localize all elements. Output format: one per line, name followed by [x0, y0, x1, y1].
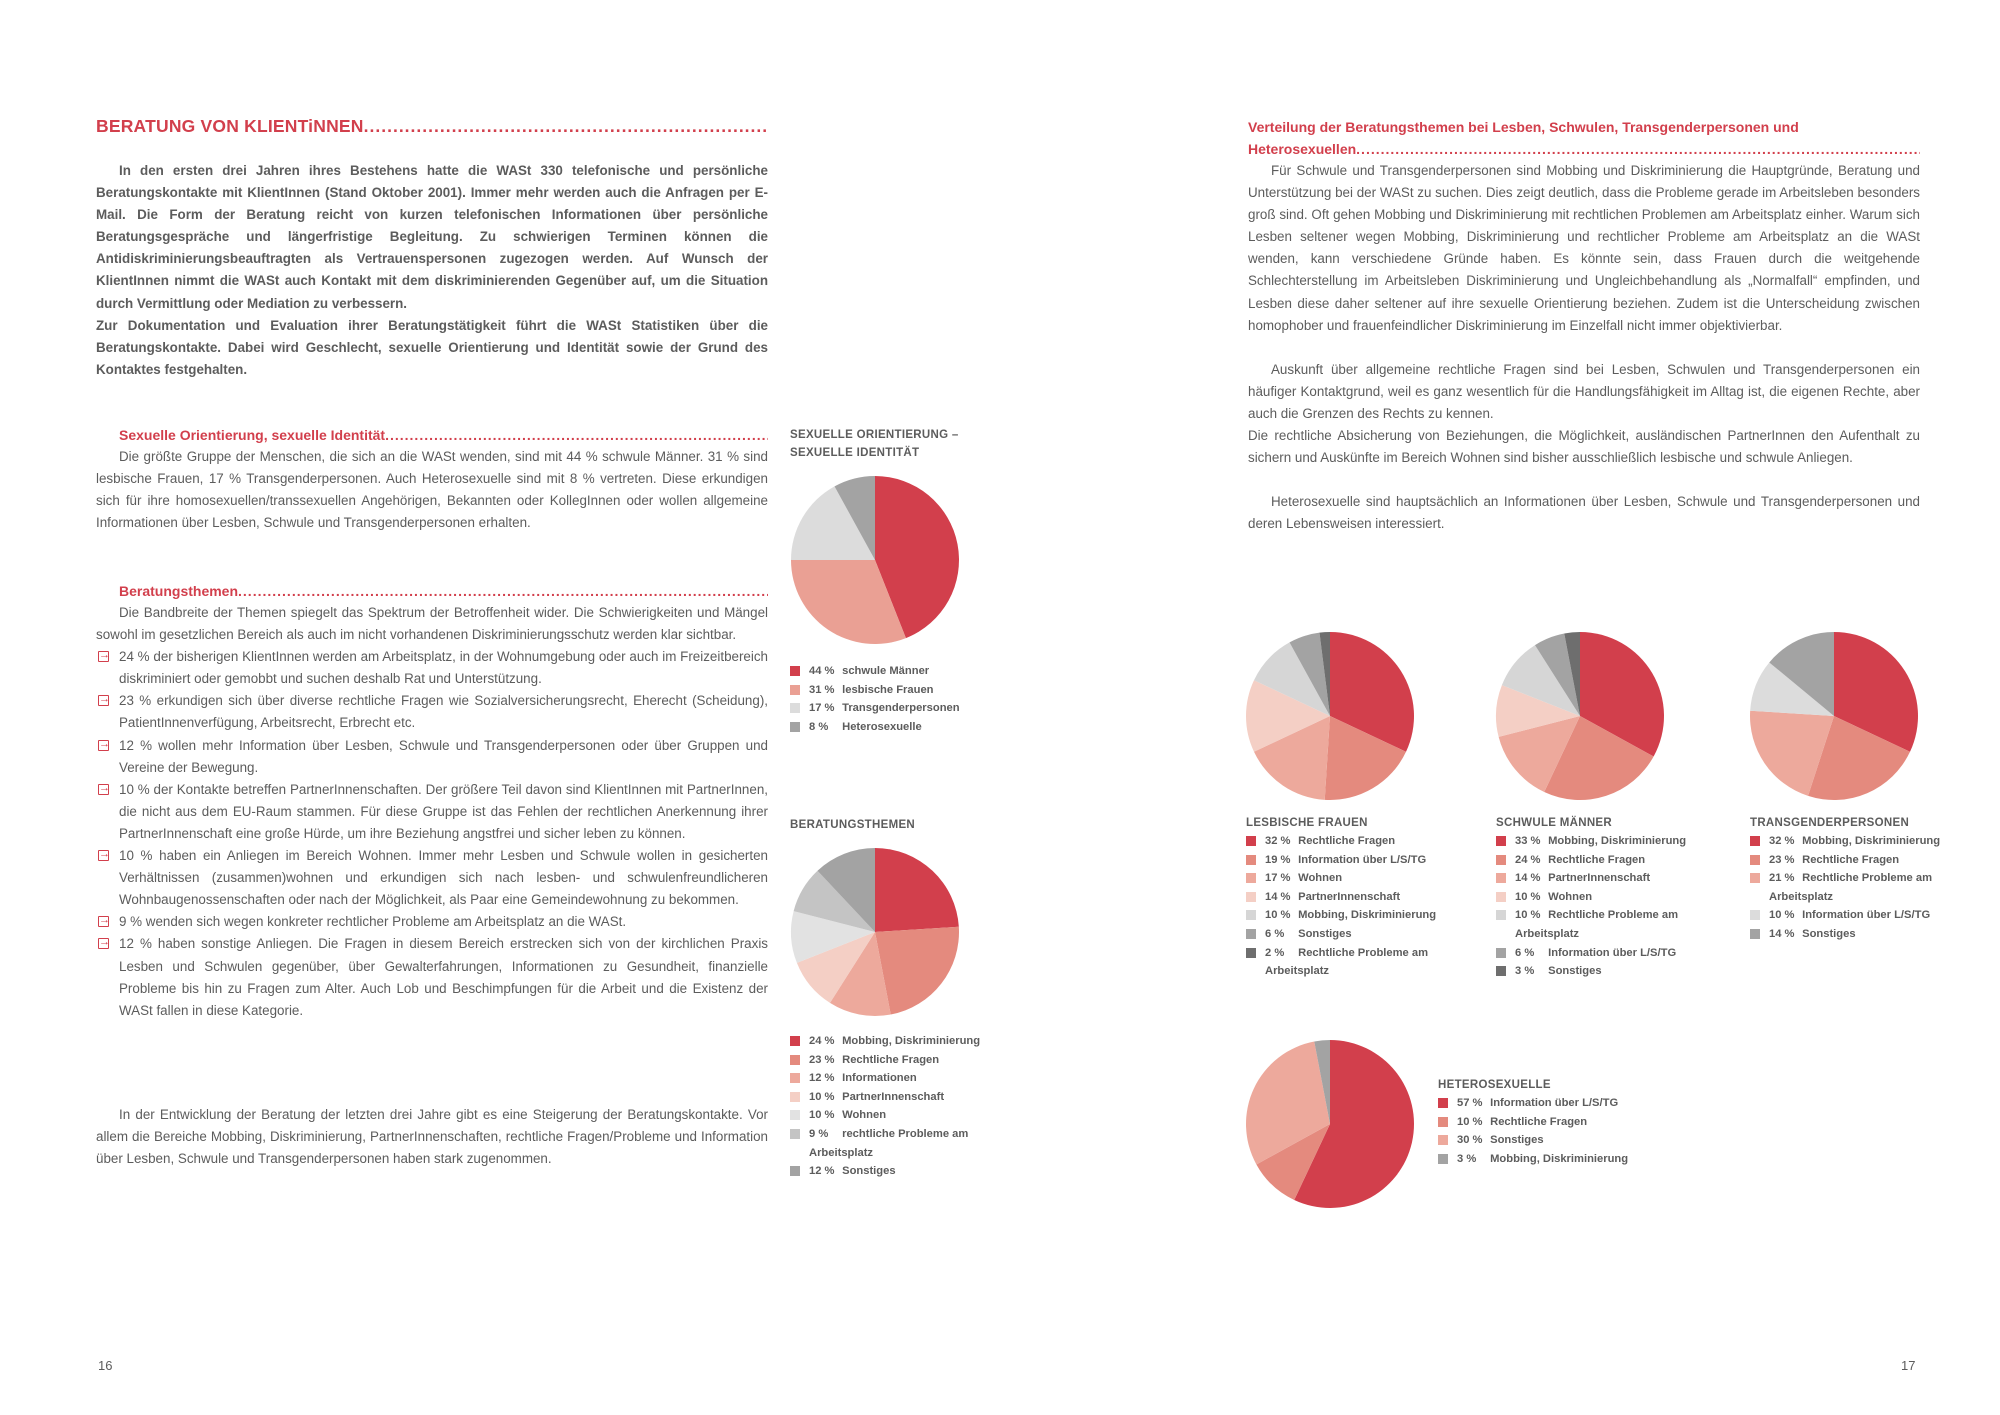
- intro-paragraph-2: Zur Dokumentation und Evaluation ihrer Beratungstätigkeit führt die WASt Statistiken über die Beratungskontakte. Dabei wird Geschlecht, sexuelle Orientierung und Identität sowie der Grund des Kontaktes festgehalten.: [96, 317, 768, 377]
- chart-title-line: SEXUELLE IDENTITÄT: [790, 447, 920, 459]
- legend-percent: 23 %: [809, 1053, 835, 1066]
- legend-label: Mobbing, Diskriminierung: [1298, 909, 1437, 922]
- legend-label: Rechtliche Fragen: [1298, 835, 1396, 847]
- legend-percent: 21 %: [1769, 872, 1795, 885]
- section-themen-text: Die Bandbreite der Themen spiegelt das Spektrum der Betroffenheit wider. Die Schwierigkeiten und Mängel sowohl im gesetzlichen Bereich als auch im nicht vorhandenen Diskriminierungsschutz werden klar sichtbar.: [96, 605, 768, 643]
- legend-label: Rechtliche Fragen: [1548, 853, 1646, 866]
- legend-percent: 24 %: [809, 1035, 835, 1047]
- right-paragraph-2: Auskunft über allgemeine rechtliche Fragen sind bei Lesben, Schwulen und Transgenderpersonen ein häufiger Kontaktgrund, weil es ganz wesentlich für die Handlungsfähigkeit im Alltag ist, die eigenen Rechte, aber auch die Grenzen des Rechts zu kennen.: [1248, 361, 1920, 421]
- chart-title-line: BERATUNGSTHEMEN: [790, 819, 916, 831]
- legend-item: [1750, 906, 1950, 925]
- pie-slice: [1750, 662, 1834, 716]
- right-paragraph-1: Für Schwule und Transgenderpersonen sind Mobbing und Diskriminierung die Hauptgründe, Beratung und Unterstützung bei der WASt zu suchen. Dies zeigt deutlich, dass die Probleme gerade im Arbeitsleben besonders groß sind. Oft gehen Mobbing und Diskriminierung mit rechtlichen Problemen am Arbeitsplatz einher. Warum sich Lesben seltener wegen Mobbing, Diskriminierung und rechtlicher Probleme am Arbeitsplatz an die WASt wenden, kann verschiedene Gründe haben. Es könnte sein, dass Frauen durch die weitgehende Schlechterstellung im Arbeitsleben Diskriminierung und Ungleichbehandlung als „Normalfall“ empfinden, und Lesben diese daher seltener auf ihre sexuelle Orientierung beziehen. Zudem ist die Unterscheidung zwischen homophober und frauenfeindlicher Diskriminierung im Einzelfall nicht immer objektivierbar.: [1248, 163, 1920, 333]
- legend-item: [1496, 944, 1726, 963]
- legend-item: [1246, 869, 1476, 888]
- legend-percent: 9 %: [809, 1127, 829, 1140]
- legend-item: [1496, 888, 1726, 907]
- legend-swatch: [1496, 948, 1506, 958]
- legend-label: Sonstiges: [1548, 965, 1602, 978]
- intro-paragraph-1: In den ersten drei Jahren ihres Bestehens hatte die WASt 330 telefonische und persönliche Beratungskontakte mit KlientInnen (Stand Oktober 2001). Immer mehr werden auch die Anfragen per E-Mail. Die Form der Beratung reicht von kurzen telefonischen Informationen über persönliche Beratungsgespräche und längerfristige Begleitung. Zu schwierigen Terminen können die Antidiskriminierungsbeauftragten als Vertrauenspersonen zugezogen werden. Auf Wunsch der KlientInnen nimmt die WASt auch Kontakt mit dem diskriminierenden Gegenüber auf, um die Situation durch Vermittlung oder Mediation zu verbessern.: [96, 163, 768, 311]
- legend-swatch: [1750, 855, 1760, 865]
- title-leader-dots: [364, 116, 768, 136]
- pie-slice: [1544, 716, 1653, 800]
- legend-swatch: [1750, 910, 1760, 920]
- legend-label: Wohnen: [1548, 890, 1593, 903]
- legend-hetero: [1438, 1094, 1698, 1168]
- pie-slice: [1499, 716, 1580, 792]
- legend-swatch: [790, 1073, 800, 1083]
- pie-slice: [1325, 716, 1406, 800]
- legend-percent: 10 %: [809, 1090, 835, 1103]
- legend-label: Heterosexuelle: [842, 720, 922, 733]
- legend-item: [1750, 925, 1950, 944]
- legend-percent: 8 %: [809, 720, 829, 733]
- legend-item: [790, 1088, 1000, 1107]
- legend-item: [790, 662, 1000, 681]
- arrow-box-icon: [98, 784, 109, 795]
- section-orientation-text: Die größte Gruppe der Menschen, die sich an die WASt wenden, sind mit 44 % schwule Männer. 31 % sind lesbische Frauen, 17 % Transgenderpersonen. Auch Heterosexuelle sind mit 8 % vertreten. Diese erkundigen sich für ihre homosexuellen/transsexuellen Angehörigen, Bekannten oder KollegInnen oder wollen allgemeine Informationen über Lesben, Schwule und Transgenderpersonen erhalten.: [96, 449, 768, 531]
- pie-slice: [1246, 680, 1330, 752]
- legend-schwule: [1496, 832, 1726, 981]
- legend-swatch: [790, 722, 800, 732]
- arrow-box-icon: [98, 938, 109, 949]
- chart-title-line: SEXUELLE ORIENTIERUNG –: [790, 429, 959, 441]
- legend-label: Sonstiges: [1802, 927, 1856, 940]
- legend-label: Information über L/S/TG: [1548, 946, 1677, 959]
- legend-label: PartnerInnenschaft: [1548, 872, 1651, 885]
- legend-label: Rechtliche Fragen: [1490, 1115, 1588, 1128]
- legend-item: [790, 1125, 1000, 1162]
- legend-label: PartnerInnenschaft: [1298, 890, 1401, 903]
- legend-themen: [790, 1032, 1000, 1181]
- legend-swatch: [1438, 1135, 1448, 1145]
- legend-label: Sonstiges: [1298, 927, 1352, 940]
- legend-percent: 31 %: [809, 683, 835, 696]
- legend-percent: 23 %: [1769, 853, 1795, 866]
- arrow-box-icon: [98, 651, 109, 662]
- pie-slice: [1246, 1041, 1330, 1164]
- pie-slice: [1580, 632, 1664, 756]
- right-title-line1: Verteilung der Beratungsthemen bei Lesben, Schwulen, Transgenderpersonen und: [1248, 119, 1799, 135]
- pie-slice: [1254, 642, 1330, 716]
- pie-slice: [1314, 1040, 1330, 1124]
- legend-swatch: [790, 1166, 800, 1176]
- legend-item: [1246, 851, 1476, 870]
- legend-item: [790, 1106, 1000, 1125]
- legend-label: Rechtliche Probleme am Arbeitsplatz: [1265, 946, 1429, 978]
- legend-swatch: [1246, 929, 1256, 939]
- legend-item: [1246, 944, 1476, 981]
- legend-swatch: [790, 1092, 800, 1102]
- legend-label: PartnerInnenschaft: [842, 1090, 945, 1103]
- legend-percent: 44 %: [809, 665, 835, 677]
- legend-label: Rechtliche Probleme am Arbeitsplatz: [1515, 909, 1679, 940]
- legend-label: Mobbing, Diskriminierung: [842, 1035, 981, 1047]
- right-body: [1248, 160, 1920, 535]
- legend-percent: 24 %: [1515, 853, 1541, 866]
- legend-item: [1438, 1113, 1698, 1132]
- chart-title-line: SCHWULE MÄNNER: [1496, 817, 1612, 829]
- section-heading-themen: Beratungsthemen .....: [96, 580, 768, 602]
- legend-item: [1496, 906, 1726, 943]
- legend-item: [1246, 888, 1476, 907]
- legend-percent: 32 %: [1769, 835, 1795, 847]
- page-number-right: 17: [1901, 1358, 1916, 1373]
- pie-slice: [1834, 632, 1918, 752]
- legend-item: [790, 681, 1000, 700]
- legend-swatch: [790, 703, 800, 713]
- chart-title-hetero: [1438, 1076, 1551, 1094]
- list-item: → 10 % haben ein Anliegen im Bereich Wohnen. Immer mehr Lesben und Schwule wollen in gesicherten Verhältnissen (zusammen)wohnen und erkundigen sich nach lesben- und schwulenfreundlicheren Wohnbaugenossenschaften oder nach der Möglichkeit, als Paar eine Gemeindewohnung zu bekommen.: [96, 845, 768, 911]
- pie-slice: [1330, 632, 1414, 752]
- legend-label: Information über L/S/TG: [1802, 909, 1931, 922]
- list-item: → 12 % haben sonstige Anliegen. Die Fragen in diesem Bereich erstrecken sich von der kirchlichen Praxis Lesben und Schwulen gegenüber, über Gewalterfahrungen, Informationen zu Gesundheit, finanzielle Probleme bis hin zu Fragen zum Alter. Auch Lob und Beschimpfungen für die Arbeit und die Existenz der WASt fallen in diese Kategorie.: [96, 933, 768, 1021]
- legend-item: [1750, 832, 1950, 851]
- legend-percent: 14 %: [1515, 872, 1541, 885]
- legend-percent: 17 %: [809, 702, 835, 715]
- legend-label: Information über L/S/TG: [1298, 853, 1427, 866]
- legend-swatch: [1496, 873, 1506, 883]
- pie-slice: [1502, 645, 1580, 716]
- list-item: → 12 % wollen mehr Information über Lesben, Schwule und Transgenderpersonen oder über Gruppen und Vereine der Bewegung.: [96, 735, 768, 779]
- legend-percent: 10 %: [1265, 909, 1291, 922]
- legend-swatch: [790, 1055, 800, 1065]
- legend-percent: 3 %: [1457, 1152, 1477, 1165]
- legend-percent: 3 %: [1515, 965, 1535, 978]
- legend-swatch: [1246, 892, 1256, 902]
- legend-swatch: [790, 1036, 800, 1046]
- legend-percent: 32 %: [1265, 835, 1291, 847]
- legend-label: Wohnen: [842, 1109, 887, 1122]
- legend-swatch: [1496, 910, 1506, 920]
- pie-slice: [1535, 633, 1580, 716]
- list-item: → 23 % erkundigen sich über diverse rechtliche Fragen wie Sozialversicherungsrecht, Eherecht (Scheidung), PatientInnenverfügung, Arbeitsrecht, Erbrecht etc.: [96, 690, 768, 734]
- legend-label: Mobbing, Diskriminierung: [1548, 835, 1687, 847]
- legend-transgender: [1750, 832, 1950, 944]
- legend-label: Informationen: [842, 1072, 917, 1085]
- list-item: → 24 % der bisherigen KlientInnen werden am Arbeitsplatz, in der Wohnumgebung oder auch im Freizeitbereich diskriminiert oder gemobbt und suchen deshalb Rat und Unterstützung.: [96, 646, 768, 690]
- chart-title-line: TRANSGENDERPERSONEN: [1750, 817, 1910, 829]
- legend-item: [790, 1162, 1000, 1181]
- pie-slice: [1750, 711, 1834, 796]
- legend-orientation: [790, 662, 1000, 736]
- pie-slice: [1808, 716, 1910, 800]
- legend-percent: 33 %: [1515, 835, 1541, 847]
- legend-item: [1246, 832, 1476, 851]
- legend-item: [790, 1051, 1000, 1070]
- legend-percent: 10 %: [1515, 890, 1541, 903]
- right-paragraph-4: Heterosexuelle sind hauptsächlich an Informationen über Lesben, Schwule und Transgenderpersonen und deren Lebensweisen interessiert.: [1248, 494, 1920, 532]
- pie-slice: [1290, 633, 1330, 716]
- chart-title-lesbische: [1246, 814, 1368, 832]
- legend-swatch: [1496, 892, 1506, 902]
- closing-text: In der Entwicklung der Beratung der letzten drei Jahre gibt es eine Steigerung der Beratungskontakte. Vor allem die Bereiche Mobbing, Diskriminierung, PartnerInnenschaften, rechtliche Fragen/Probleme und Information über Lesben, Schwule und Transgenderpersonen haben stark zugenommen.: [96, 1107, 768, 1167]
- legend-swatch: [790, 685, 800, 695]
- pie-slice: [1496, 685, 1580, 737]
- legend-swatch: [790, 666, 800, 676]
- pie-slice: [1294, 1040, 1414, 1208]
- legend-swatch: [1246, 855, 1256, 865]
- legend-label: schwule Männer: [842, 665, 930, 677]
- legend-lesbische: [1246, 832, 1476, 981]
- legend-swatch: [1496, 855, 1506, 865]
- legend-percent: 19 %: [1265, 853, 1291, 866]
- pie-slice: [1769, 632, 1834, 716]
- closing-paragraph: [96, 1104, 768, 1170]
- legend-label: Rechtliche Probleme am Arbeitsplatz: [1769, 872, 1933, 903]
- legend-swatch: [1246, 910, 1256, 920]
- legend-swatch: [1496, 836, 1506, 846]
- legend-percent: 10 %: [1769, 909, 1795, 922]
- legend-item: [1246, 906, 1476, 925]
- chart-title-line: HETEROSEXUELLE: [1438, 1079, 1551, 1091]
- legend-label: Mobbing, Diskriminierung: [1490, 1152, 1629, 1165]
- section-orientation: [96, 424, 768, 534]
- section-themen: [96, 580, 768, 1022]
- legend-percent: 2 %: [1265, 946, 1285, 959]
- chart-title-schwule: [1496, 814, 1612, 832]
- legend-percent: 57 %: [1457, 1097, 1483, 1109]
- arrow-box-icon: [98, 695, 109, 706]
- chart-title-transgender: [1750, 814, 1909, 832]
- legend-item: [1438, 1131, 1698, 1150]
- legend-label: Sonstiges: [842, 1165, 896, 1178]
- legend-swatch: [1438, 1117, 1448, 1127]
- legend-percent: 17 %: [1265, 872, 1291, 885]
- legend-item: [1496, 832, 1726, 851]
- arrow-box-icon: [98, 916, 109, 927]
- legend-item: [1750, 851, 1950, 870]
- legend-percent: 14 %: [1769, 927, 1795, 940]
- list-item: → 9 % wenden sich wegen konkreter rechtlicher Probleme am Arbeitsplatz an die WASt.: [96, 911, 768, 933]
- legend-percent: 6 %: [1515, 946, 1535, 959]
- legend-swatch: [1438, 1154, 1448, 1164]
- right-title-line2: Heterosexuellen .....: [1248, 138, 1920, 160]
- legend-item: [1496, 869, 1726, 888]
- legend-percent: 10 %: [1457, 1115, 1483, 1128]
- arrow-box-icon: [98, 740, 109, 751]
- page-number-left: 16: [98, 1358, 113, 1373]
- right-paragraph-3: Die rechtliche Absicherung von Beziehungen, die Möglichkeit, ausländischen PartnerInnen den Aufenthalt zu sichern und Auskünfte im Bereich Wohnen sind bisher ausschließlich lesbische und schwule Anliegen.: [1248, 428, 1920, 466]
- legend-label: Mobbing, Diskriminierung: [1802, 835, 1941, 847]
- arrow-box-icon: [98, 850, 109, 861]
- pie-slice: [1256, 1124, 1330, 1200]
- legend-swatch: [1750, 873, 1760, 883]
- legend-item: [1438, 1150, 1698, 1169]
- legend-label: lesbische Frauen: [842, 683, 934, 696]
- legend-percent: 10 %: [1515, 909, 1541, 922]
- pie-slice: [1564, 632, 1580, 716]
- intro-block: [96, 160, 768, 381]
- chart-title-orientation: [790, 426, 959, 462]
- legend-swatch: [1246, 836, 1256, 846]
- right-page-title: [1248, 116, 1920, 160]
- legend-label: Rechtliche Fragen: [842, 1053, 940, 1066]
- legend-item: [790, 1032, 1000, 1051]
- legend-label: rechtliche Probleme am Arbeitsplatz: [809, 1127, 969, 1159]
- legend-label: Transgenderpersonen: [842, 702, 960, 715]
- legend-item: [1496, 962, 1726, 981]
- pie-slice: [1319, 632, 1330, 716]
- legend-item: [1496, 851, 1726, 870]
- legend-percent: 30 %: [1457, 1134, 1483, 1147]
- legend-percent: 12 %: [809, 1165, 835, 1178]
- legend-item: [1246, 925, 1476, 944]
- legend-item: [790, 699, 1000, 718]
- legend-swatch: [1246, 873, 1256, 883]
- chart-title-line: LESBISCHE FRAUEN: [1246, 817, 1368, 829]
- list-item: → 10 % der Kontakte betreffen PartnerInnenschaften. Der größere Teil davon sind KlientInnen mit PartnerInnen, die nicht aus dem EU-Raum stammen. Für diese Gruppe ist das Fehlen der rechtlichen Anerkennung ihrer PartnerInnenschaft eine große Hürde, um ihre Beziehung angstfrei und sicher leben zu können.: [96, 779, 768, 845]
- legend-item: [1750, 869, 1950, 906]
- legend-swatch: [790, 1129, 800, 1139]
- legend-percent: 12 %: [809, 1072, 835, 1085]
- pie-slice: [1254, 716, 1330, 800]
- page-title: BERATUNG VON KLIENTiNNEN .....: [96, 116, 768, 137]
- legend-item: [790, 718, 1000, 737]
- legend-swatch: [1438, 1098, 1448, 1108]
- legend-percent: 14 %: [1265, 890, 1291, 903]
- legend-label: Information über L/S/TG: [1490, 1097, 1619, 1109]
- legend-swatch: [1750, 929, 1760, 939]
- legend-label: Wohnen: [1298, 872, 1343, 885]
- legend-item: [790, 1069, 1000, 1088]
- legend-label: Sonstiges: [1490, 1134, 1544, 1147]
- legend-percent: 10 %: [809, 1109, 835, 1122]
- legend-swatch: [1246, 948, 1256, 958]
- legend-swatch: [1750, 836, 1760, 846]
- section-heading-orientation: Sexuelle Orientierung, sexuelle Identität .....: [96, 424, 768, 446]
- legend-swatch: [1496, 966, 1506, 976]
- legend-item: [1438, 1094, 1698, 1113]
- legend-swatch: [790, 1110, 800, 1120]
- legend-label: Rechtliche Fragen: [1802, 853, 1900, 866]
- chart-title-themen: [790, 816, 915, 834]
- legend-percent: 6 %: [1265, 927, 1285, 940]
